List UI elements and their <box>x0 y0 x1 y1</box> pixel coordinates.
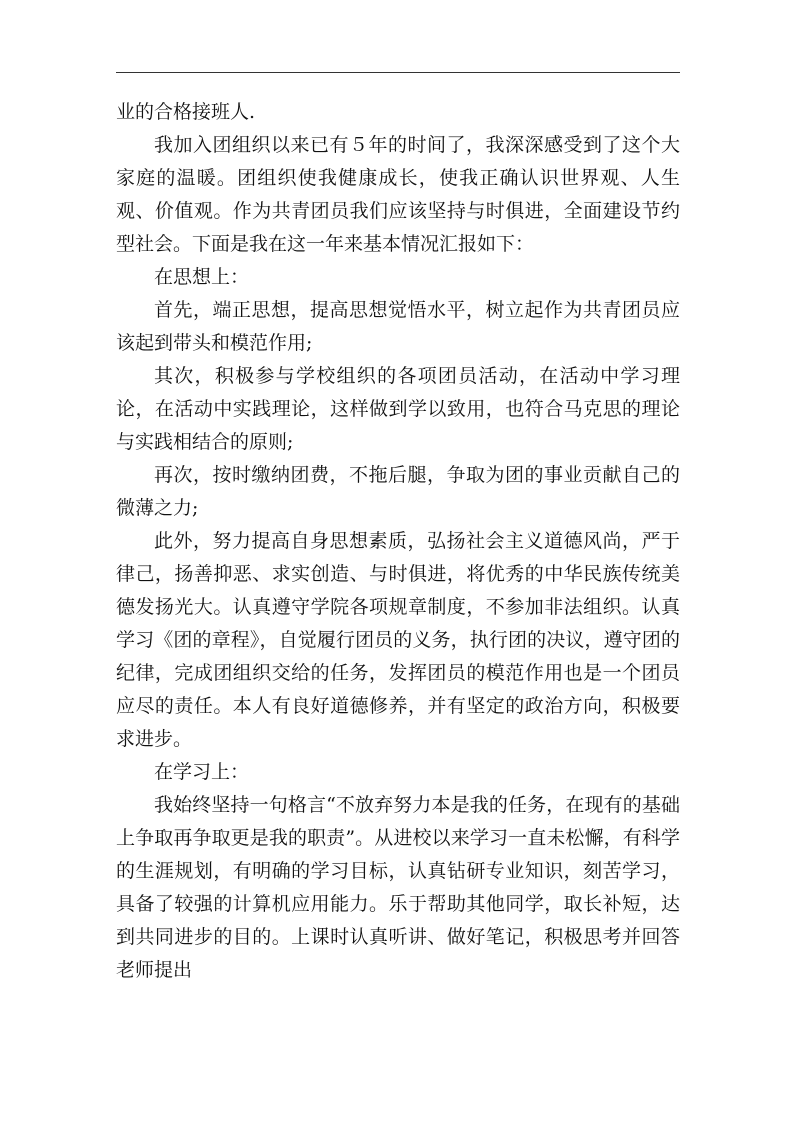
paragraph-moreover: 此外，努力提高自身思想素质，弘扬社会主义道德风尚，严于律己，扬善抑恶、求实创造、与时俱进，将优秀的中华民族传统美德发扬光大。认真遵守学院各项规章制度，不参加非法组织。认真学习《团的章程》，自觉履行团员的义务，执行团的决议，遵守团的纪律，完成团组织交给的任务，发挥团员的模范作用也是一个团员应尽的责任。本人有良好道德修养，并有坚定的政治方向，积极要求进步。 <box>116 530 680 750</box>
paragraph-first: 首先，端正思想，提高思想觉悟水平，树立起作为共青团员应该起到带头和模范作用; <box>116 299 680 354</box>
heading-study: 在学习上： <box>154 761 250 783</box>
document-body <box>116 96 680 987</box>
paragraph-continuation: 业的合格接班人. <box>116 101 256 123</box>
paragraph-second: 其次，积极参与学校组织的各项团员活动，在活动中学习理论，在活动中实践理论，这样做到学以致用，也符合马克思的理论与实践相结合的原则; <box>116 365 680 453</box>
paragraph-third: 再次，按时缴纳团费，不拖后腿，争取为团的事业贡献自己的微薄之力; <box>116 464 680 519</box>
header-rule <box>116 72 680 73</box>
paragraph-study: 我始终坚持一句格言“不放弃努力本是我的任务，在现有的基础上争取再争取更是我的职责”。从进校以来学习一直未松懈，有科学的生涯规划，有明确的学习目标，认真钻研专业知识，刻苦学习，具备了较强的计算机应用能力。乐于帮助其他同学，取长补短，达到共同进步的目的。上课时认真听讲、做好笔记，积极思考并回答老师提出 <box>116 794 680 981</box>
paragraph-intro: 我加入团组织以来已有５年的时间了，我深深感受到了这个大家庭的温暖。团组织使我健康成长，使我正确认识世界观、人生观、价值观。作为共青团员我们应该坚持与时俱进，全面建设节约型社会。下面是我在这一年来基本情况汇报如下： <box>116 134 680 255</box>
heading-ideology: 在思想上： <box>154 266 250 288</box>
